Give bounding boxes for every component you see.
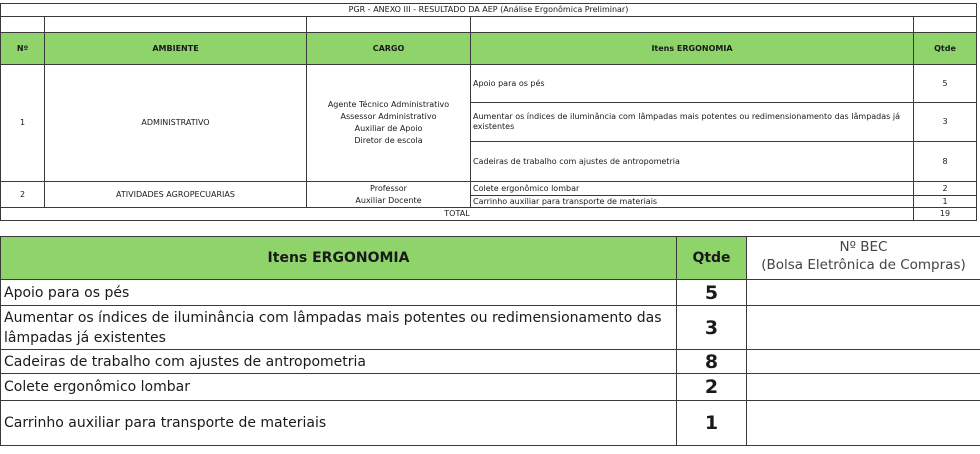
total-row [1, 208, 977, 221]
cargo-name: Diretor de escola [354, 136, 423, 145]
table-row [1, 280, 980, 306]
qtde-cell: 5 [677, 280, 747, 306]
header-cargo: CARGO [307, 33, 471, 65]
header-itens: Itens ERGONOMIA [1, 237, 677, 280]
qtde-cell: 1 [677, 401, 747, 446]
cargo-name: Auxiliar de Apoio [354, 124, 423, 133]
qtde-cell: 3 [914, 103, 977, 142]
qtde-cell: 3 [677, 306, 747, 350]
cargo-name: Professor [370, 183, 407, 193]
header-itens: Itens ERGONOMIA [471, 33, 914, 65]
item-cell: Carrinho auxiliar para transporte de materiais [471, 196, 914, 208]
blank-cell [45, 17, 307, 33]
table-title: PGR - ANEXO III - RESULTADO DA AEP (Análise Ergonômica Preliminar) [1, 4, 977, 17]
cargo-name: Assessor Administrativo [340, 112, 437, 121]
cargo-name: Auxiliar Docente [355, 195, 422, 205]
table-row [1, 401, 980, 446]
table-row [1, 350, 980, 374]
item-cell: Aumentar os índices de iluminância com lâmpadas mais potentes ou redimensionamento das lâmpadas já existentes [1, 306, 677, 350]
group-number: 2 [1, 182, 45, 208]
cargo-cell [307, 65, 471, 182]
item-cell: Aumentar os índices de iluminância com lâmpadas mais potentes ou redimensionamento das lâmpadas já existentes [471, 103, 914, 142]
qtde-cell: 8 [677, 350, 747, 374]
bec-number-cell[interactable] [747, 350, 980, 374]
blank-cell [914, 17, 977, 33]
group-number: 1 [1, 65, 45, 182]
item-cell: Colete ergonômico lombar [471, 182, 914, 196]
blank-cell [471, 17, 914, 33]
bec-number-cell[interactable] [747, 280, 980, 306]
header-qtde: Qtde [914, 33, 977, 65]
qtde-cell: 2 [914, 182, 977, 196]
bec-number-cell[interactable] [747, 306, 980, 350]
header-qtde: Qtde [677, 237, 747, 280]
total-value: 19 [914, 208, 977, 221]
qtde-cell: 1 [914, 196, 977, 208]
cargo-cell [307, 182, 471, 208]
qtde-cell: 8 [914, 142, 977, 182]
blank-cell [1, 17, 45, 33]
header-bec [747, 237, 980, 280]
item-cell: Apoio para os pés [1, 280, 677, 306]
bec-number-cell[interactable] [747, 401, 980, 446]
bec-items-table [0, 236, 980, 446]
total-label: TOTAL [1, 208, 914, 221]
item-cell: Carrinho auxiliar para transporte de materiais [1, 401, 677, 446]
ambiente-cell: ADMINISTRATIVO [45, 65, 307, 182]
table-row [1, 374, 980, 401]
bec-title: Nº BEC [839, 239, 888, 255]
item-cell: Apoio para os pés [471, 65, 914, 103]
header-ambiente: AMBIENTE [45, 33, 307, 65]
bec-subtitle: (Bolsa Eletrônica de Compras) [761, 257, 966, 273]
cargo-name: Agente Técnico Administrativo [327, 100, 450, 109]
aep-result-table [0, 3, 977, 221]
item-cell: Cadeiras de trabalho com ajustes de antropometria [1, 350, 677, 374]
item-cell: Cadeiras de trabalho com ajustes de antropometria [471, 142, 914, 182]
ambiente-cell: ATIVIDADES AGROPECUARIAS [45, 182, 307, 208]
table-row [1, 182, 977, 196]
item-cell: Colete ergonômico lombar [1, 374, 677, 401]
header-num: Nº [1, 33, 45, 65]
blank-cell [307, 17, 471, 33]
table-row [1, 306, 980, 350]
table-row [1, 65, 977, 103]
qtde-cell: 2 [677, 374, 747, 401]
qtde-cell: 5 [914, 65, 977, 103]
bec-number-cell[interactable] [747, 374, 980, 401]
